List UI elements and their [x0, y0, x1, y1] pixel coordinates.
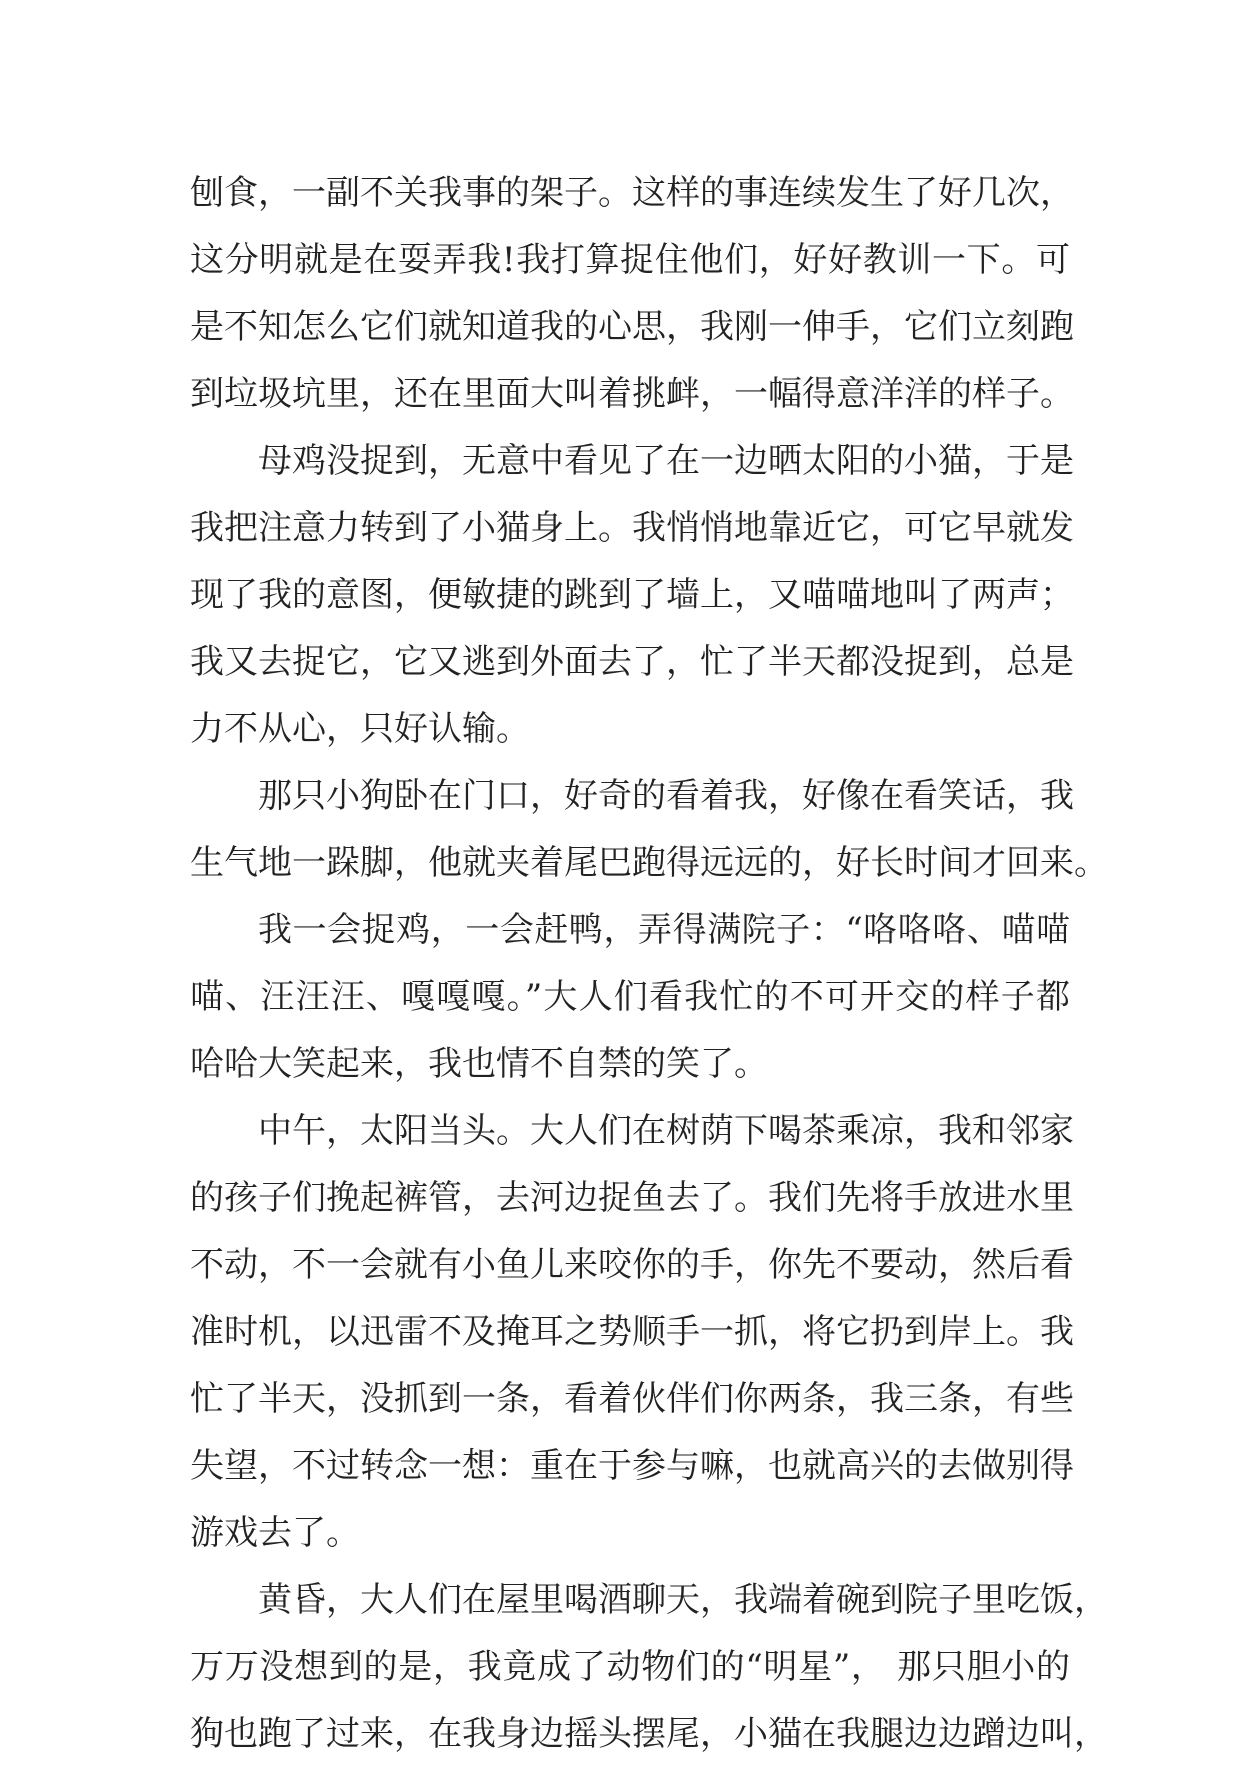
- text-line: 忙了半天，没抓到一条，看着伙伴们你两条，我三条，有些: [190, 1379, 1074, 1419]
- text-line: 我又去捉它，它又逃到外面去了，忙了半天都没捉到，总是: [190, 642, 1074, 682]
- text-line: 现了我的意图，便敏捷的跳到了墙上，又喵喵地叫了两声；: [190, 575, 1074, 615]
- text-line: 哈哈大笑起来，我也情不自禁的笑了。: [190, 1044, 768, 1084]
- text-line: 不动，不一会就有小鱼儿来咬你的手，你先不要动，然后看: [190, 1245, 1074, 1285]
- text-line: 我把注意力转到了小猫身上。我悄悄地靠近它，可它早就发: [190, 508, 1074, 548]
- paragraph-first-line: 中午，太阳当头。大人们在树荫下喝茶乘凉，我和邻家: [258, 1111, 1074, 1151]
- text-line: 准时机，以迅雷不及掩耳之势顺手一抓，将它扔到岸上。我: [190, 1312, 1074, 1352]
- text-line: 力不从心，只好认输。: [190, 709, 530, 749]
- text-line: 是不知怎么它们就知道我的心思，我刚一伸手，它们立刻跑: [190, 307, 1074, 347]
- text-line: 游戏去了。: [190, 1513, 360, 1553]
- text-line: 刨食，一副不关我事的架子。这样的事连续发生了好几次，: [190, 173, 1074, 213]
- paragraph-first-line: 那只小狗卧在门口，好奇的看着我，好像在看笑话，我: [258, 776, 1074, 816]
- text-line: 生气地一跺脚，他就夹着尾巴跑得远远的，好长时间才回来。: [190, 843, 1108, 883]
- body-text: [190, 160, 1108, 1768]
- text-line: 失望，不过转念一想：重在于参与嘛，也就高兴的去做别得: [190, 1446, 1074, 1486]
- text-line: 到垃圾坑里，还在里面大叫着挑衅，一幅得意洋洋的样子。: [190, 374, 1074, 414]
- text-line: 万万没想到的是，我竟成了动物们的“明星”， 那只胆小的: [190, 1647, 1070, 1687]
- paragraph-first-line: 我一会捉鸡，一会赶鸭，弄得满院子：“咯咯咯、喵喵: [258, 910, 1070, 950]
- text-line: 的孩子们挽起裤管，去河边捉鱼去了。我们先将手放进水里: [190, 1178, 1074, 1218]
- text-line: 喵、汪汪汪、嘎嘎嘎。”大人们看我忙的不可开交的样子都: [190, 977, 1070, 1017]
- text-line: 这分明就是在耍弄我!我打算捉住他们，好好教训一下。可: [190, 240, 1070, 280]
- paragraph-first-line: 黄昏，大人们在屋里喝酒聊天，我端着碗到院子里吃饭，: [258, 1580, 1108, 1620]
- text-line: 狗也跑了过来，在我身边摇头摆尾，小猫在我腿边边蹭边叫，: [190, 1714, 1108, 1754]
- paragraph-first-line: 母鸡没捉到，无意中看见了在一边晒太阳的小猫，于是: [258, 441, 1074, 481]
